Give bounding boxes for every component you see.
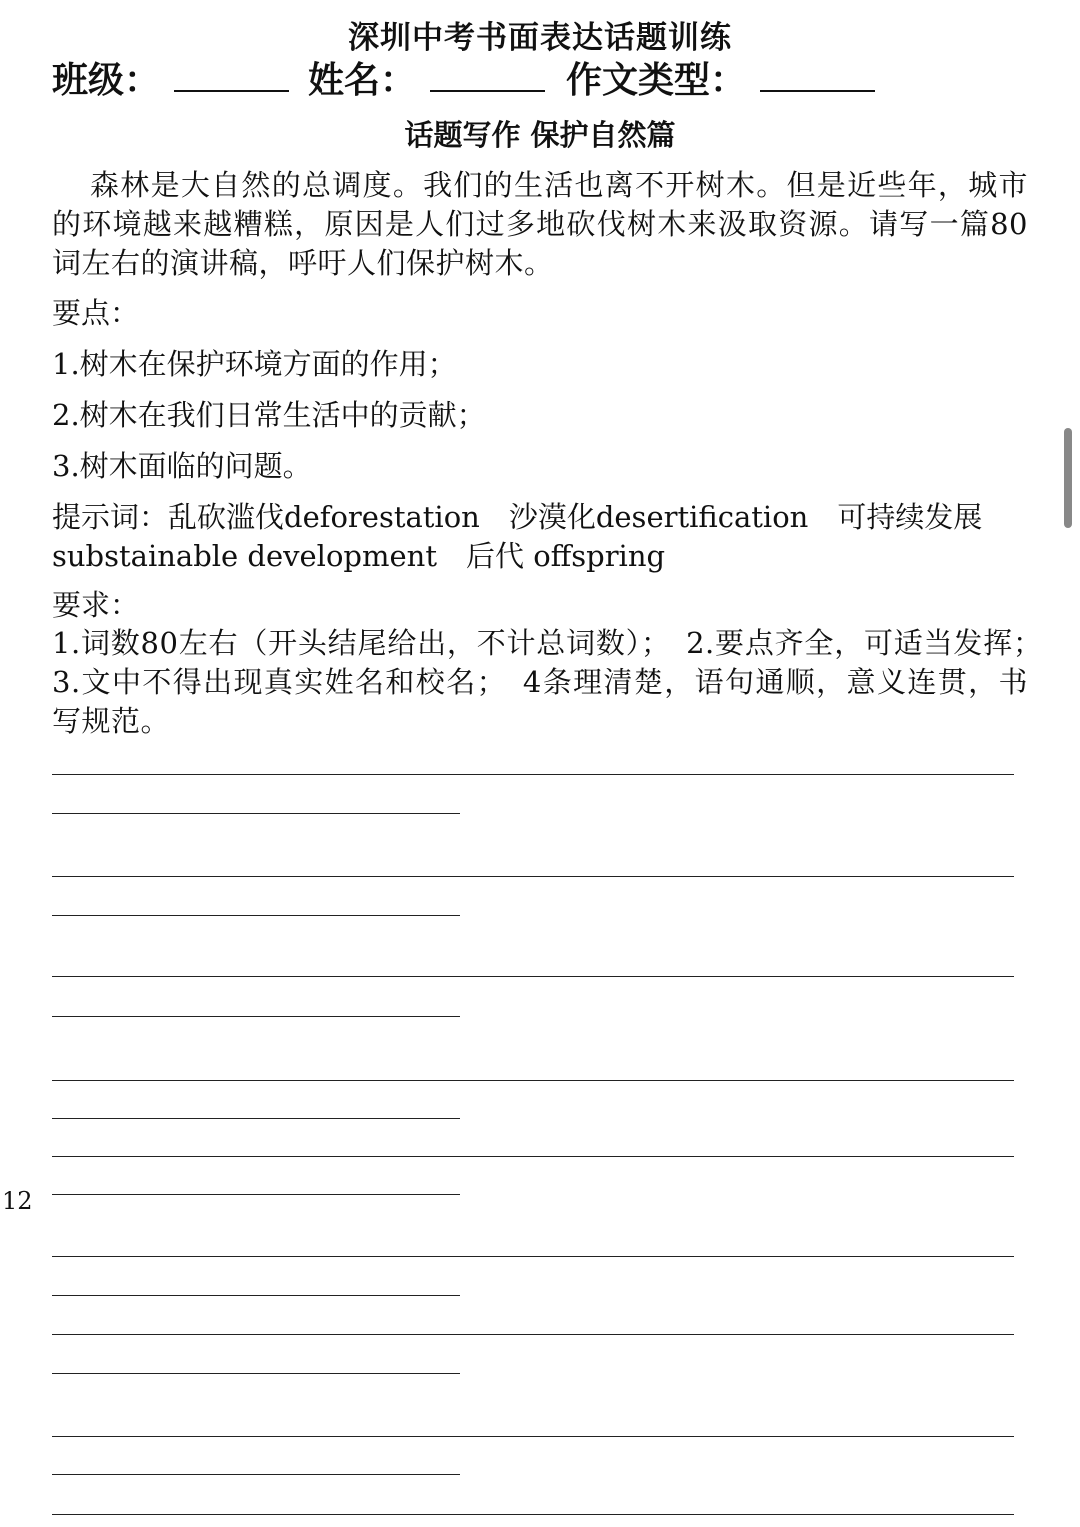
- answer-line[interactable]: [52, 1118, 460, 1119]
- essay-type-blank[interactable]: [760, 56, 875, 92]
- answer-line[interactable]: [52, 1295, 460, 1296]
- answer-line[interactable]: [52, 1373, 460, 1374]
- name-label: 姓名：: [308, 60, 417, 101]
- hint-words-line: 提示词：乱砍滥伐deforestation 沙漠化desertification 可持续发展: [52, 500, 983, 534]
- class-label: 班级：: [52, 60, 161, 101]
- key-points-heading: 要点：: [52, 296, 140, 330]
- key-point-item: 3.树木面临的问题。: [52, 449, 312, 483]
- scrollbar-thumb[interactable]: [1064, 428, 1072, 528]
- key-point-item: 1.树木在保护环境方面的作用；: [52, 347, 457, 381]
- hint-words-line: substainable development 后代 offspring: [52, 539, 666, 573]
- requirements-heading: 要求：: [52, 588, 140, 622]
- answer-line[interactable]: [52, 1080, 1014, 1081]
- essay-type-label: 作文类型：: [566, 60, 747, 101]
- name-field: [308, 56, 545, 105]
- answer-line[interactable]: [52, 1334, 1014, 1335]
- page-number: 12: [2, 1187, 33, 1215]
- answer-line[interactable]: [52, 1514, 1014, 1515]
- essay-type-field: [566, 56, 875, 105]
- answer-line[interactable]: [52, 1436, 1014, 1437]
- answer-line[interactable]: [52, 876, 1014, 877]
- answer-line[interactable]: [52, 915, 460, 916]
- answer-line[interactable]: [52, 813, 460, 814]
- worksheet-title: 深圳中考书面表达话题训练: [348, 20, 732, 56]
- intro-paragraph: 森林是大自然的总调度。我们的生活也离不开树木。但是近些年，城市的环境越来越糟糕，原因是人们过多地砍伐树木来汲取资源。请写一篇80词左右的演讲稿，呼吁人们保护树木。: [52, 168, 1028, 280]
- student-info-row: [52, 56, 1042, 106]
- answer-line[interactable]: [52, 1474, 460, 1475]
- answer-line[interactable]: [52, 1256, 1014, 1257]
- answer-line[interactable]: [52, 774, 1014, 775]
- class-blank[interactable]: [174, 56, 289, 92]
- name-blank[interactable]: [430, 56, 545, 92]
- answer-line[interactable]: [52, 1016, 460, 1017]
- answer-line[interactable]: [52, 1194, 460, 1195]
- answer-line[interactable]: [52, 1156, 1014, 1157]
- requirements-text: 1.词数80左右（开头结尾给出，不计总词数）； 2.要点齐全，可适当发挥； 3.文中不得出现真实姓名和校名； 4条理清楚，语句通顺，意义连贯，书写规范。: [52, 626, 1058, 738]
- answer-line[interactable]: [52, 976, 1014, 977]
- key-point-item: 2.树木在我们日常生活中的贡献；: [52, 398, 486, 432]
- class-field: [52, 56, 289, 105]
- topic-title: 话题写作 保护自然篇: [404, 118, 676, 152]
